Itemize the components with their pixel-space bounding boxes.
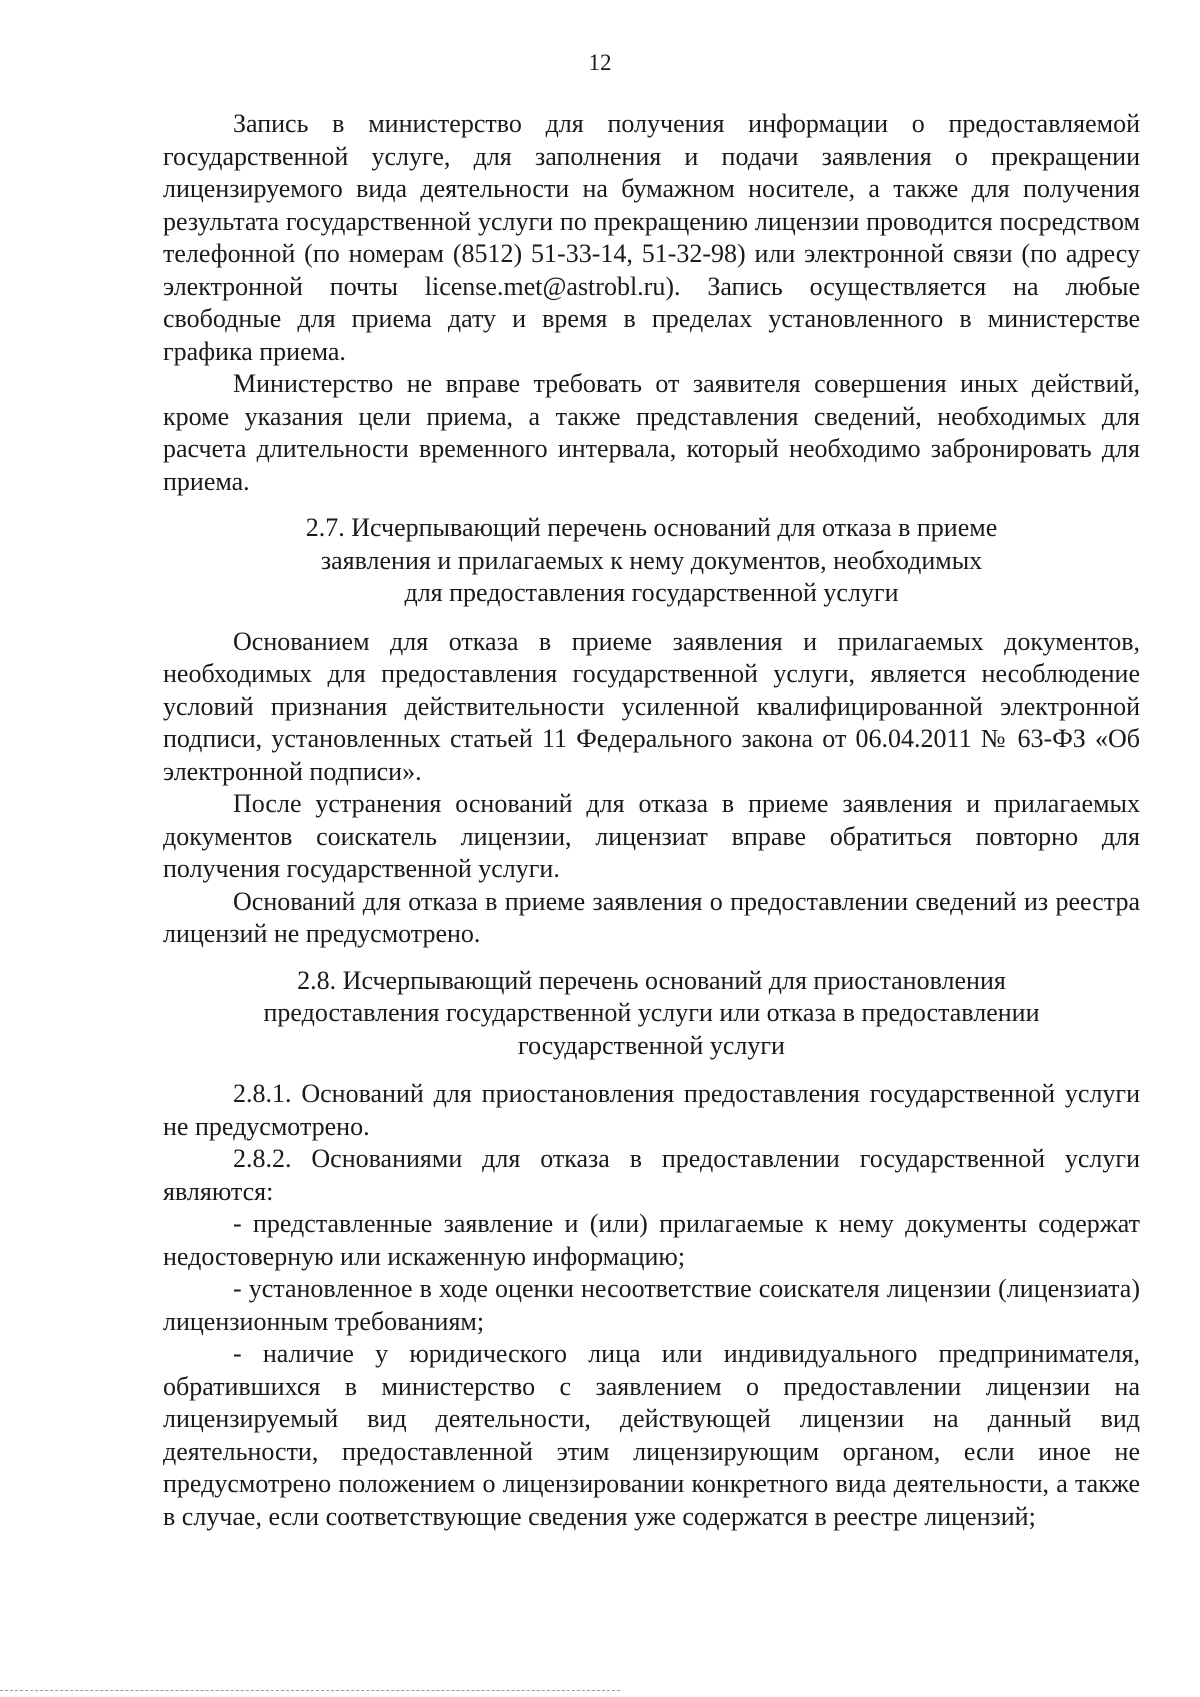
list-item: - представленные заявление и (или) прилагаемые к нему документы содержат недостоверную или искаженную информацию; bbox=[163, 1209, 1140, 1271]
paragraph-2-8-1: 2.8.1. Оснований для приостановления предоставления государственной услуги не предусмотрено. bbox=[163, 1079, 1140, 1141]
heading-line: предоставления государственной услуги или отказа в предоставлении bbox=[263, 998, 1040, 1027]
paragraph-appointment-procedure: Запись в министерство для получения информации о предоставляемой государственной услуге, для заполнения и подачи заявления о прекращении лицензируемого вида деятельности на бумажном носителе, а также для получения результата государственной услуги по прекращению лицензии проводится посредством телефонной (по номерам (8512) 51-33-14, 51-32-98) или электронной связи (по адресу электронной почты license.met@astrobl.ru). Запись осуществляется на любые свободные для приема дату и время в пределах установленного в министерстве графика приема. bbox=[163, 109, 1140, 366]
paragraph-ministry-restrictions: Министерство не вправе требовать от заявителя совершения иных действий, кроме указания цели приема, а также представления сведений, необходимых для расчета длительности временного интервала, который необходимо забронировать для приема. bbox=[163, 369, 1140, 496]
paragraph-refusal-grounds: Основанием для отказа в приеме заявления и прилагаемых документов, необходимых для предоставления государственной услуги, является несоблюдение условий признания действительности усиленной квалифицированной электронной подписи, установленных статьей 11 Федерального закона от 06.04.2011 № 63-ФЗ «Об электронной подписи». bbox=[163, 626, 1140, 786]
heading-line: 2.7. Исчерпывающий перечень оснований для отказа в приеме bbox=[305, 513, 998, 542]
section-heading-2-8 bbox=[163, 965, 1140, 1063]
section-heading-2-7 bbox=[163, 512, 1140, 610]
heading-line: заявления и прилагаемых к нему документов, необходимых bbox=[320, 545, 983, 575]
paragraph-repeat-application: После устранения оснований для отказа в приеме заявления и прилагаемых документов соискатель лицензии, лицензиат вправе обратиться повторно для получения государственной услуги. bbox=[163, 789, 1140, 883]
heading-line: государственной услуги bbox=[518, 1030, 785, 1060]
list-item: - установленное в ходе оценки несоответствие соискателя лицензии (лицензиата) лицензионным требованиям; bbox=[163, 1274, 1140, 1336]
document-body bbox=[163, 108, 1140, 1533]
paragraph-2-8-2: 2.8.2. Основаниями для отказа в предоставлении государственной услуги являются: bbox=[163, 1144, 1140, 1206]
list-item: - наличие у юридического лица или индивидуального предпринимателя, обратившихся в министерство с заявлением о предоставлении лицензии на лицензируемый вид деятельности, действующей лицензии на данный вид деятельности, предоставленной этим лицензирующим органом, если иное не предусмотрено положением о лицензировании конкретного вида деятельности, а также в случае, если соответствующие сведения уже содержатся в реестре лицензий; bbox=[163, 1339, 1140, 1531]
page-number: 12 bbox=[588, 50, 612, 75]
heading-line: для предоставления государственной услуги bbox=[404, 578, 899, 607]
scan-edge-line bbox=[0, 1690, 620, 1691]
paragraph-registry-no-refusal: Оснований для отказа в приеме заявления о предоставлении сведений из реестра лицензий не предусмотрено. bbox=[163, 886, 1140, 948]
heading-line: 2.8. Исчерпывающий перечень оснований для приостановления bbox=[297, 965, 1006, 995]
